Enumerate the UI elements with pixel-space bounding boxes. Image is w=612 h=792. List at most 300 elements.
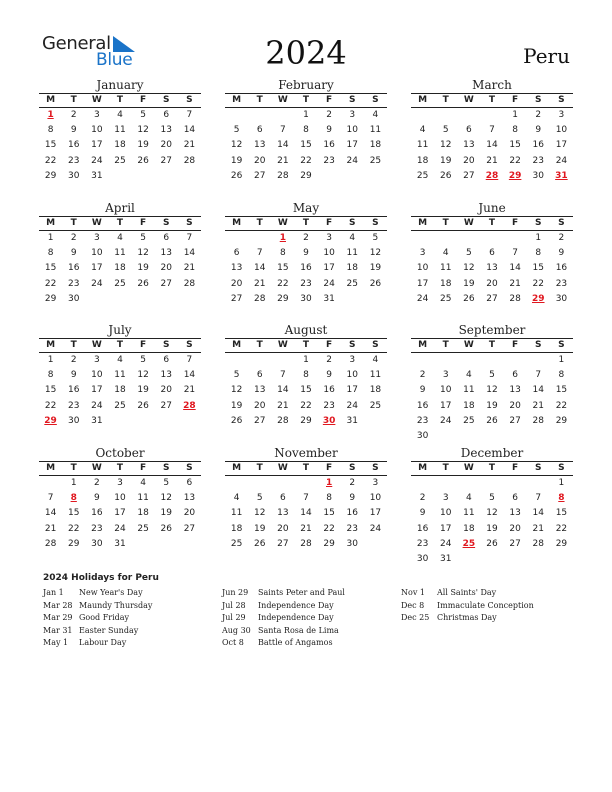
day-cell: 29 <box>67 538 80 549</box>
day-cell: 17 <box>91 263 103 274</box>
day-cell: 15 <box>532 263 544 274</box>
day-cell: 31 <box>346 415 358 426</box>
month-november <box>225 446 387 552</box>
holiday-date: Mar 29 <box>43 613 73 622</box>
day-cell <box>411 476 434 491</box>
weekday-label: S <box>349 218 356 228</box>
day-cell: 3 <box>372 478 379 488</box>
holiday-item <box>43 587 152 600</box>
holiday-date: Jul 28 <box>222 600 246 610</box>
holiday-name: Saints Peter and Paul <box>258 588 345 597</box>
weekday-label: S <box>163 340 170 350</box>
week-row <box>39 491 201 506</box>
weekday-header <box>39 461 201 476</box>
week-row <box>411 261 573 276</box>
weekday-label: S <box>558 218 565 228</box>
week-row <box>411 353 573 368</box>
day-cell: 9 <box>326 370 332 381</box>
day-cell: 12 <box>137 370 149 381</box>
week-row <box>225 231 387 246</box>
weekday-label: M <box>46 218 56 228</box>
holiday-name: Maundy Thursday <box>79 600 153 610</box>
day-cell: 12 <box>137 125 149 136</box>
day-cell: 1 <box>303 110 309 120</box>
day-cell: 26 <box>137 278 149 289</box>
day-cell: 2 <box>419 370 426 381</box>
holiday-date: Dec 8 <box>401 600 425 610</box>
day-cell <box>457 231 480 246</box>
weekday-label: S <box>186 340 193 350</box>
week-row <box>411 476 573 491</box>
day-cell: 2 <box>535 110 542 120</box>
day-cell: 19 <box>463 278 475 289</box>
day-cell: 26 <box>230 415 243 426</box>
day-cell: 28 <box>183 400 196 411</box>
day-cell: 11 <box>114 370 126 381</box>
day-cell: 14 <box>532 508 544 519</box>
weekday-label: F <box>326 218 333 228</box>
day-cell: 30 <box>555 293 568 304</box>
month-title: July <box>108 323 132 337</box>
day-cell: 11 <box>463 508 475 519</box>
day-cell: 4 <box>372 355 379 365</box>
month-title: December <box>460 446 524 460</box>
day-cell <box>155 414 178 429</box>
weekday-header <box>39 93 201 108</box>
day-cell <box>132 169 155 184</box>
day-cell <box>550 429 573 444</box>
day-cell: 2 <box>70 233 77 243</box>
weekday-label: W <box>91 340 102 350</box>
day-cell: 1 <box>558 478 565 488</box>
weekday-label: S <box>535 463 542 473</box>
day-cell: 6 <box>163 110 170 120</box>
weekday-label: T <box>256 218 263 228</box>
day-cell <box>480 231 503 246</box>
day-cell: 19 <box>439 155 452 166</box>
day-cell: 16 <box>300 263 312 274</box>
weekday-label: S <box>349 95 356 105</box>
holiday-item <box>222 612 345 625</box>
week-row <box>225 506 387 521</box>
month-december <box>411 446 573 567</box>
day-cell: 24 <box>416 293 429 304</box>
weekday-label: T <box>488 218 496 228</box>
day-cell: 18 <box>114 385 126 396</box>
month-title: August <box>284 323 328 337</box>
day-cell <box>504 552 527 567</box>
day-cell: 15 <box>300 385 312 396</box>
weekday-label: W <box>91 95 102 105</box>
day-cell: 23 <box>532 155 544 166</box>
week-row <box>225 537 387 552</box>
day-cell: 1 <box>47 355 54 365</box>
weekday-label: T <box>70 463 77 473</box>
weekday-label: S <box>186 218 193 228</box>
day-cell: 9 <box>93 493 100 504</box>
day-cell: 6 <box>163 233 170 243</box>
day-cell <box>294 476 317 491</box>
month-may <box>225 201 387 307</box>
weekday-label: W <box>463 218 474 228</box>
day-cell: 8 <box>535 248 542 259</box>
week-row <box>411 123 573 138</box>
day-cell <box>504 231 527 246</box>
day-cell <box>527 429 550 444</box>
day-cell: 30 <box>416 430 429 441</box>
day-cell <box>411 231 434 246</box>
day-cell: 9 <box>70 248 77 259</box>
week-row <box>39 231 201 246</box>
day-cell: 5 <box>489 493 495 504</box>
week-row <box>411 292 573 307</box>
day-cell: 17 <box>416 278 429 289</box>
day-cell: 8 <box>558 370 565 381</box>
day-cell: 3 <box>93 233 100 243</box>
week-row <box>39 383 201 398</box>
day-cell: 27 <box>183 523 196 534</box>
day-cell <box>364 414 387 429</box>
month-august <box>225 323 387 429</box>
day-cell: 4 <box>117 355 123 365</box>
day-cell: 24 <box>346 400 358 411</box>
holiday-date: Mar 31 <box>43 625 73 635</box>
day-cell: 22 <box>300 400 312 411</box>
day-cell: 16 <box>67 263 80 274</box>
day-cell: 1 <box>326 478 333 488</box>
month-title: September <box>458 323 526 337</box>
holiday-name: Immaculate Conception <box>437 600 534 610</box>
holiday-column <box>43 587 152 650</box>
day-cell: 5 <box>233 125 240 136</box>
day-cell: 11 <box>416 140 429 151</box>
day-cell <box>434 353 457 368</box>
month-june <box>411 201 573 307</box>
month-title: October <box>95 446 145 460</box>
day-cell: 5 <box>140 110 146 120</box>
day-cell: 15 <box>323 508 335 519</box>
day-cell: 3 <box>349 355 356 365</box>
day-cell <box>155 169 178 184</box>
day-cell: 7 <box>186 233 193 243</box>
week-row <box>39 154 201 169</box>
holiday-name: Good Friday <box>79 613 130 622</box>
day-cell: 3 <box>349 110 356 120</box>
day-cell: 14 <box>44 508 57 519</box>
day-cell: 25 <box>114 278 126 289</box>
day-cell: 22 <box>532 278 544 289</box>
day-cell: 10 <box>91 125 103 136</box>
day-cell: 15 <box>555 385 568 396</box>
day-cell: 27 <box>463 170 475 181</box>
day-cell: 19 <box>137 385 149 396</box>
day-cell: 4 <box>140 478 146 488</box>
month-march <box>411 78 573 184</box>
day-cell <box>178 169 201 184</box>
day-cell: 21 <box>486 155 498 166</box>
day-cell: 13 <box>277 508 289 519</box>
day-cell: 31 <box>91 415 103 426</box>
day-cell: 21 <box>183 140 196 151</box>
day-cell: 29 <box>532 293 545 304</box>
week-row <box>225 368 387 383</box>
day-cell: 9 <box>535 125 542 136</box>
day-cell: 1 <box>279 233 286 243</box>
day-cell: 14 <box>183 125 196 136</box>
weekday-label: W <box>463 95 474 105</box>
day-cell: 3 <box>558 110 565 120</box>
week-row <box>39 138 201 153</box>
day-cell <box>527 476 550 491</box>
week-row <box>411 552 573 567</box>
day-cell: 20 <box>509 400 521 411</box>
day-cell <box>178 537 201 552</box>
week-row <box>39 506 201 521</box>
week-row <box>225 169 387 184</box>
day-cell <box>527 353 550 368</box>
day-cell: 24 <box>91 155 103 166</box>
day-cell <box>155 292 178 307</box>
week-row <box>225 476 387 491</box>
day-cell: 26 <box>137 155 149 166</box>
day-cell: 11 <box>114 248 126 259</box>
day-cell: 12 <box>230 385 243 396</box>
day-cell: 29 <box>300 170 312 181</box>
weekday-label: M <box>46 340 56 350</box>
holidays-title: 2024 Holidays for Peru <box>43 573 159 583</box>
day-cell <box>457 429 480 444</box>
holiday-name: New Year's Day <box>79 588 143 597</box>
day-cell: 16 <box>67 385 80 396</box>
weekday-label: S <box>186 95 193 105</box>
day-cell: 20 <box>230 278 243 289</box>
day-cell: 22 <box>555 523 568 534</box>
day-cell: 23 <box>323 155 335 166</box>
weekday-label: M <box>232 95 242 105</box>
weekday-label: S <box>558 340 565 350</box>
day-cell: 4 <box>117 110 123 120</box>
day-cell: 13 <box>160 370 172 381</box>
weekday-label: S <box>349 463 356 473</box>
weekday-label: S <box>558 463 565 473</box>
week-row <box>225 108 387 123</box>
day-cell <box>364 169 387 184</box>
weekday-label: S <box>163 95 170 105</box>
day-cell: 11 <box>369 370 382 381</box>
week-row <box>39 292 201 307</box>
day-cell: 21 <box>509 278 521 289</box>
day-cell: 29 <box>508 170 522 181</box>
day-cell <box>155 537 178 552</box>
day-cell: 9 <box>70 125 77 136</box>
day-cell: 19 <box>486 523 498 534</box>
weekday-label: W <box>91 463 102 473</box>
weekday-label: M <box>46 95 56 105</box>
holiday-item <box>43 600 152 613</box>
day-cell: 17 <box>91 140 103 151</box>
week-row <box>411 537 573 552</box>
weekday-label: M <box>232 340 242 350</box>
day-cell: 13 <box>463 140 475 151</box>
day-cell: 28 <box>509 293 521 304</box>
day-cell <box>108 292 131 307</box>
weekday-label: T <box>302 218 310 228</box>
day-cell: 23 <box>91 523 103 534</box>
day-cell: 16 <box>346 508 358 519</box>
day-cell: 11 <box>463 385 475 396</box>
day-cell: 4 <box>349 233 356 243</box>
day-cell: 3 <box>93 355 100 365</box>
holiday-item <box>401 612 534 625</box>
day-cell: 3 <box>419 248 426 259</box>
day-cell: 20 <box>253 155 266 166</box>
day-cell: 1 <box>303 355 309 365</box>
day-cell: 11 <box>439 263 452 274</box>
day-cell: 13 <box>160 248 172 259</box>
day-cell: 12 <box>137 248 149 259</box>
week-row <box>411 522 573 537</box>
day-cell: 30 <box>416 553 429 564</box>
month-title: April <box>105 201 135 215</box>
day-cell: 13 <box>183 493 196 504</box>
day-cell: 2 <box>419 493 426 504</box>
day-cell: 21 <box>277 400 289 411</box>
day-cell: 17 <box>91 385 103 396</box>
holiday-item <box>43 637 152 650</box>
holiday-date: Oct 8 <box>222 638 244 647</box>
day-cell <box>225 476 248 491</box>
day-cell <box>178 292 201 307</box>
day-cell: 23 <box>346 523 358 534</box>
week-row <box>225 491 387 506</box>
holiday-date: Nov 1 <box>401 588 425 597</box>
day-cell: 12 <box>439 140 452 151</box>
week-row <box>411 246 573 261</box>
day-cell: 22 <box>44 400 57 411</box>
week-row <box>39 123 201 138</box>
day-cell: 3 <box>93 110 100 120</box>
day-cell: 10 <box>114 493 126 504</box>
week-row <box>225 154 387 169</box>
day-cell: 27 <box>230 293 243 304</box>
weekday-label: T <box>256 340 263 350</box>
day-cell: 8 <box>512 125 518 136</box>
day-cell: 10 <box>439 508 452 519</box>
weekday-label: S <box>558 95 565 105</box>
week-row <box>411 108 573 123</box>
weekday-label: S <box>372 95 379 105</box>
week-row <box>411 506 573 521</box>
day-cell: 17 <box>346 385 358 396</box>
day-cell: 20 <box>463 155 475 166</box>
day-cell: 16 <box>67 140 80 151</box>
week-row <box>39 169 201 184</box>
day-cell <box>480 552 503 567</box>
day-cell: 17 <box>323 263 335 274</box>
day-cell: 18 <box>463 523 475 534</box>
week-row <box>411 154 573 169</box>
week-row <box>225 138 387 153</box>
weekday-label: S <box>349 340 356 350</box>
day-cell: 19 <box>160 508 172 519</box>
day-cell: 22 <box>67 523 80 534</box>
weekday-label: F <box>140 463 147 473</box>
day-cell: 14 <box>253 263 266 274</box>
day-cell: 6 <box>489 248 495 259</box>
week-row <box>411 231 573 246</box>
day-cell: 23 <box>300 278 312 289</box>
day-cell: 26 <box>137 400 149 411</box>
weekday-label: T <box>70 340 77 350</box>
day-cell: 8 <box>70 493 77 504</box>
day-cell: 22 <box>300 155 312 166</box>
day-cell: 19 <box>137 263 149 274</box>
holiday-name: Independence Day <box>258 600 334 610</box>
holiday-column <box>401 587 534 625</box>
day-cell <box>480 429 503 444</box>
holiday-item <box>222 600 345 613</box>
day-cell: 25 <box>439 293 452 304</box>
weekday-label: T <box>302 95 310 105</box>
holiday-name: Easter Sunday <box>79 625 139 635</box>
weekday-label: F <box>512 463 519 473</box>
weekday-label: M <box>232 218 242 228</box>
weekday-label: F <box>326 95 333 105</box>
day-cell: 29 <box>44 170 57 181</box>
day-cell: 31 <box>439 553 452 564</box>
day-cell <box>248 231 271 246</box>
holiday-date: Jun 29 <box>222 588 249 597</box>
day-cell: 24 <box>91 400 103 411</box>
month-title: June <box>478 201 506 215</box>
day-cell: 16 <box>555 263 568 274</box>
weekday-label: S <box>372 340 379 350</box>
day-cell: 18 <box>439 278 452 289</box>
weekday-header <box>411 93 573 108</box>
day-cell: 4 <box>117 233 123 243</box>
week-row <box>225 353 387 368</box>
weekday-label: T <box>256 463 263 473</box>
day-cell <box>504 353 527 368</box>
day-cell <box>225 108 248 123</box>
day-cell <box>480 353 503 368</box>
day-cell <box>271 108 294 123</box>
day-cell: 3 <box>442 370 449 381</box>
week-row <box>39 353 201 368</box>
weekday-label: T <box>488 95 496 105</box>
day-cell: 25 <box>369 400 382 411</box>
day-cell: 27 <box>253 170 266 181</box>
day-cell <box>248 476 271 491</box>
month-title: May <box>292 201 320 215</box>
week-row <box>39 277 201 292</box>
holiday-name: Battle of Angamos <box>258 638 333 647</box>
day-cell: 24 <box>346 155 358 166</box>
day-cell: 27 <box>486 293 498 304</box>
day-cell: 8 <box>47 125 54 136</box>
day-cell: 27 <box>160 400 172 411</box>
day-cell: 19 <box>369 263 382 274</box>
weekday-label: W <box>277 463 288 473</box>
day-cell: 5 <box>442 125 449 136</box>
day-cell: 28 <box>277 170 289 181</box>
weekday-label: W <box>91 218 102 228</box>
week-row <box>411 399 573 414</box>
day-cell: 26 <box>230 170 243 181</box>
day-cell: 17 <box>439 400 452 411</box>
day-cell: 26 <box>439 170 452 181</box>
day-cell: 17 <box>555 140 568 151</box>
